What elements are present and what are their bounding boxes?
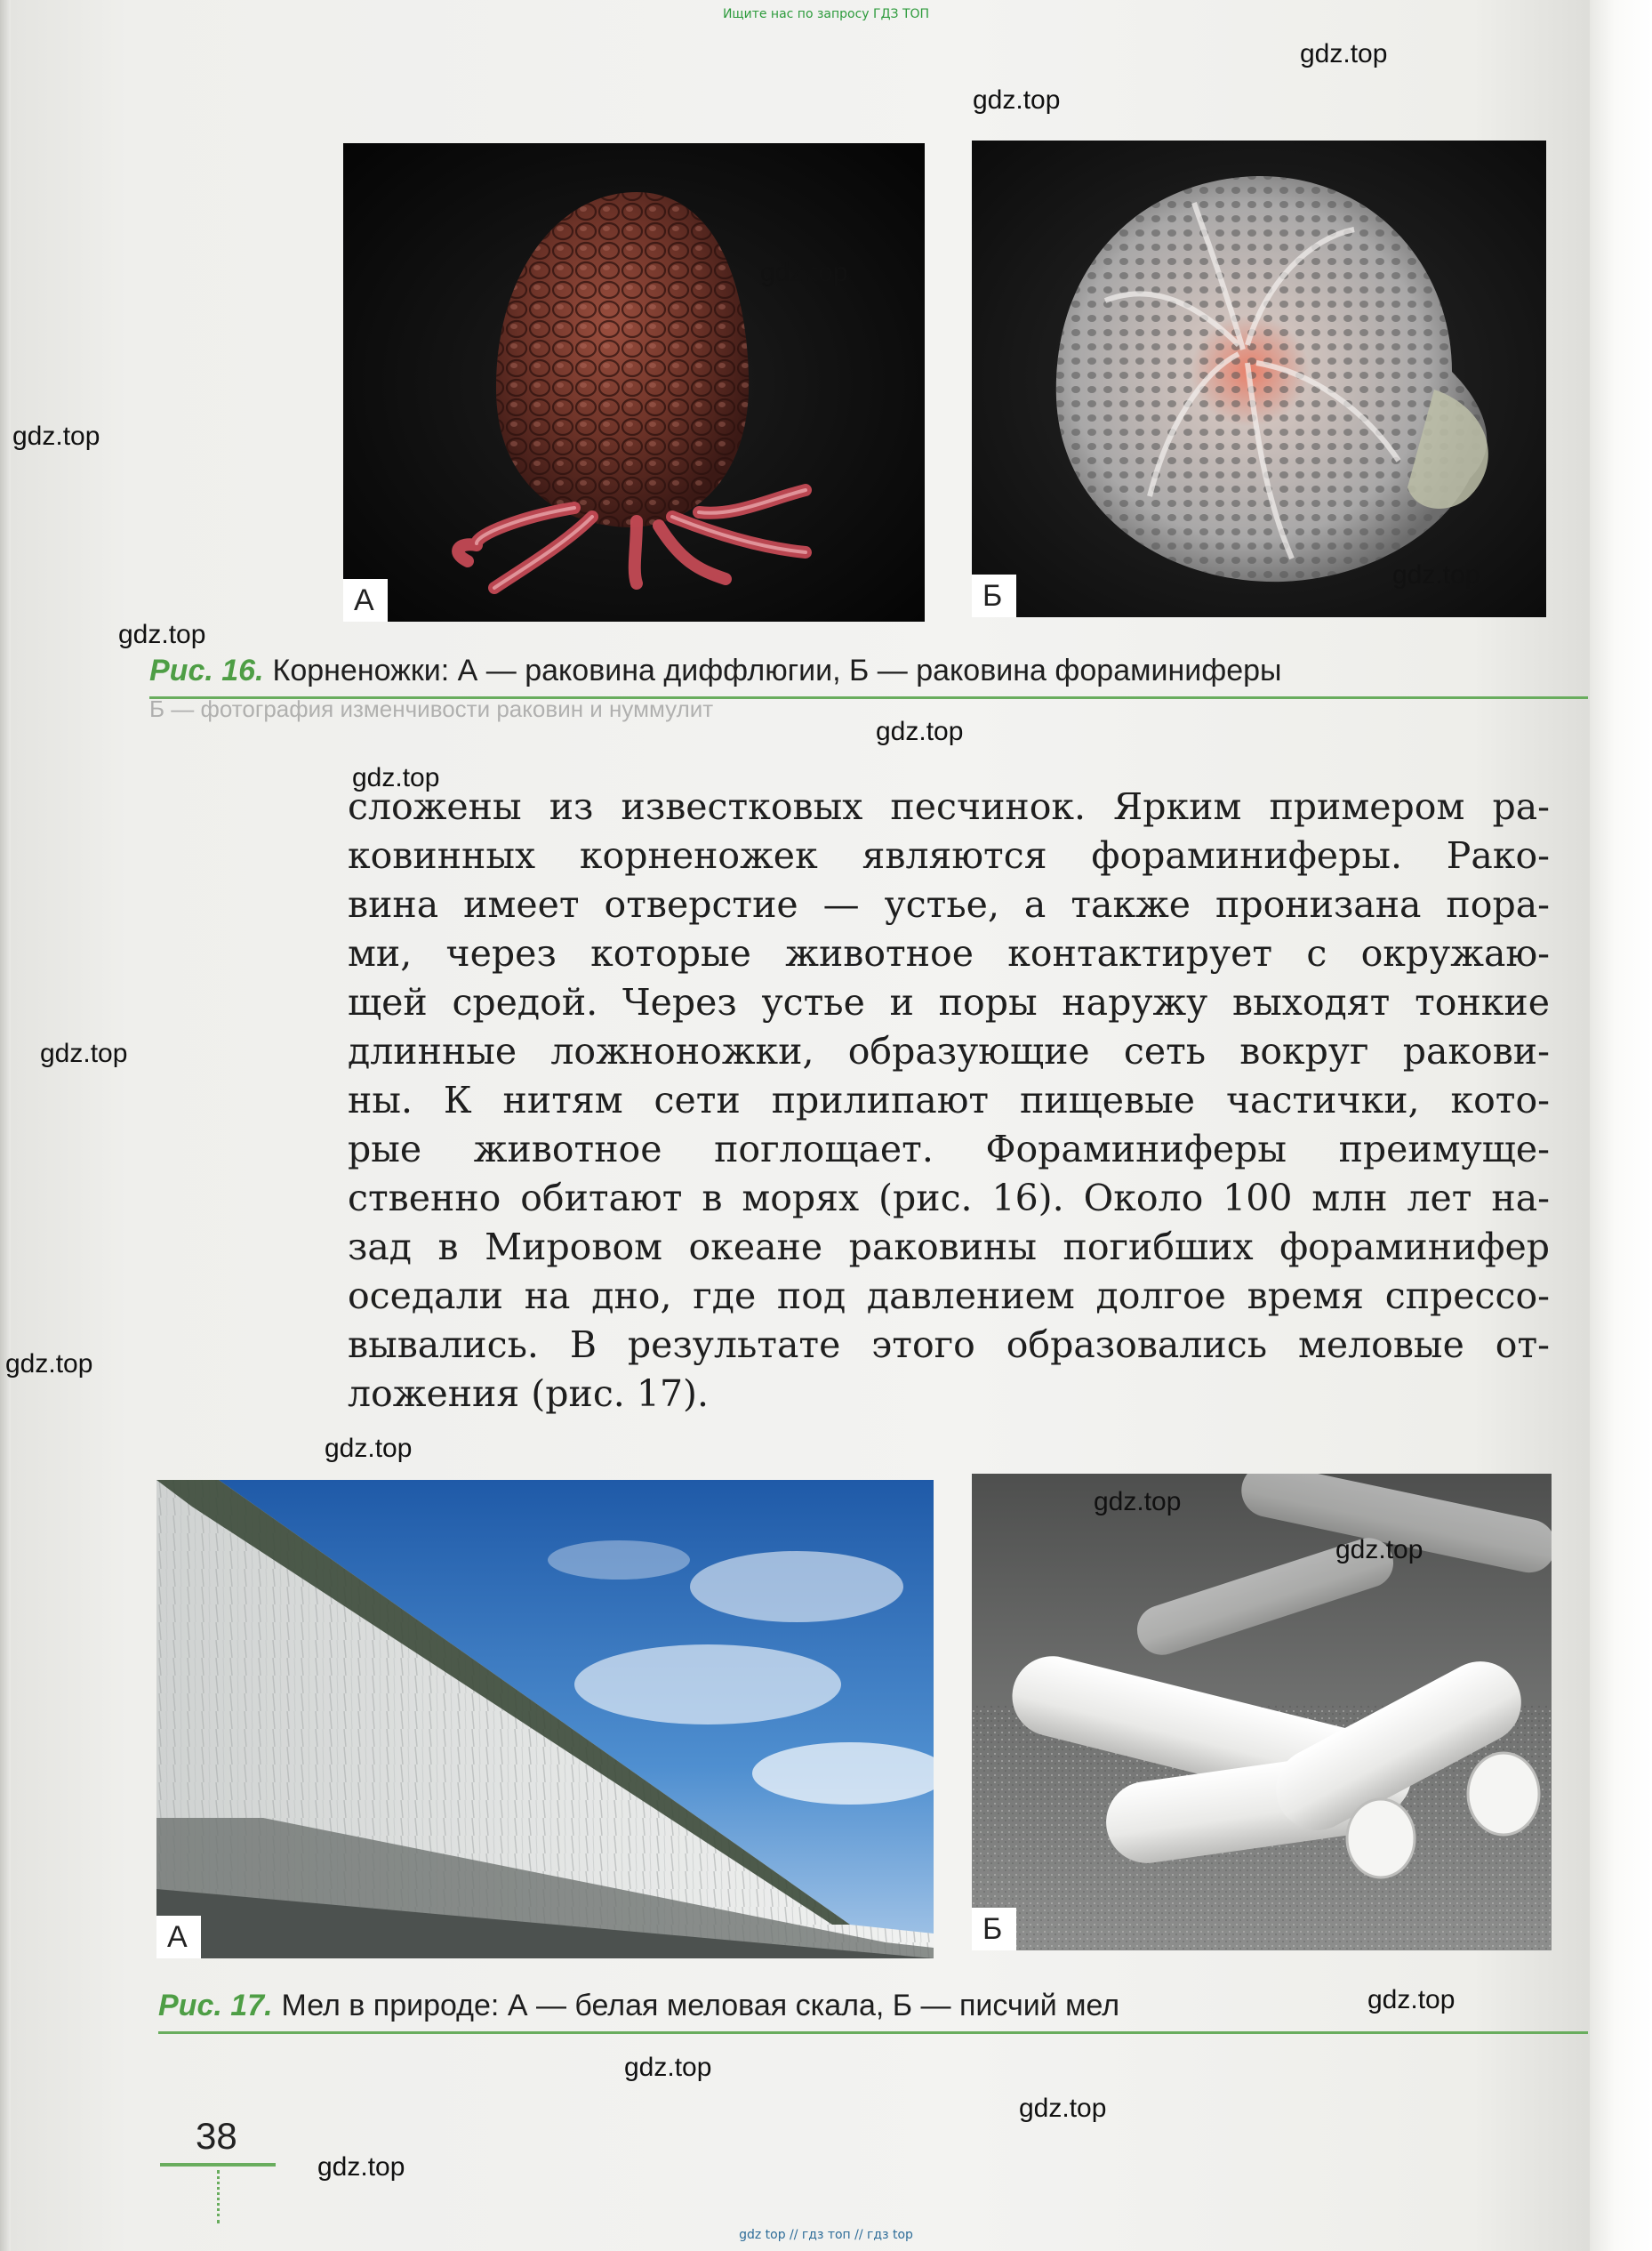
page-left-edge (0, 0, 11, 2251)
body-line: ложения (рис. 17). (348, 1372, 710, 1415)
watermark: gdz.top (1094, 1487, 1182, 1516)
figure17-caption-rule (158, 2031, 1588, 2034)
body-line: ственно обитают в морях (рис. 16). Около 100 млн лет на- (348, 1177, 1550, 1219)
show-through-text: Б — фотография изменчивости раковин и нуммулит (149, 695, 714, 722)
header-note[interactable]: Ищите нас по запросу ГДЗ ТОП (722, 7, 930, 21)
figure17-photo-a (156, 1480, 934, 1958)
body-line: рые животное поглощает. Фораминиферы преимуще- (348, 1128, 1550, 1170)
watermark: gdz.top (1019, 2094, 1107, 2123)
figure17-number: Рис. 17. (158, 1989, 273, 2022)
foraminifera-shell-image (972, 141, 1546, 617)
page-number-rule (160, 2163, 276, 2167)
watermark: gdz.top (118, 620, 206, 649)
footer-note[interactable]: gdz top // гдз топ // гдз top (739, 2228, 913, 2242)
watermark: gdz.top (352, 763, 440, 792)
body-line: длинные ложноножки, образующие сеть вокруг ракови- (348, 1030, 1550, 1073)
body-line: ковинных корненожек являются фораминиферы. Рако- (348, 834, 1550, 877)
chalk-cliff-image (156, 1480, 934, 1958)
page-number: 38 (196, 2115, 237, 2157)
body-paragraph (348, 783, 1550, 1419)
watermark: gdz.top (317, 2152, 405, 2182)
difflugia-shell-image (343, 143, 925, 622)
figure16-label-b: Б (972, 575, 1016, 617)
watermark: gdz.top (40, 1039, 128, 1068)
book-spine (1590, 0, 1652, 2251)
figure17-caption-text: Мел в природе: А — белая меловая скала, Б — писчий мел (281, 1989, 1120, 2022)
watermark: gdz.top (5, 1349, 93, 1379)
figure16-number: Рис. 16. (149, 654, 264, 687)
figure17-label-b: Б (972, 1908, 1016, 1950)
figure16-label-a: А (343, 579, 388, 622)
watermark: gdz.top (876, 717, 964, 746)
watermark: gdz.top (624, 2053, 712, 2082)
body-line: вина имеет отверстие — устье, а также пронизана пора- (348, 883, 1550, 926)
body-line: ми, через которые животное контактирует с окружаю- (348, 932, 1550, 975)
watermark: gdz.top (760, 258, 848, 287)
watermark: gdz.top (1335, 1535, 1423, 1564)
watermark: gdz.top (1300, 39, 1388, 68)
chalk-sticks-image (972, 1474, 1552, 1950)
watermark: gdz.top (1367, 1985, 1456, 2014)
body-line: ны. К нитям сети прилипают пищевые частички, кото- (348, 1079, 1550, 1121)
body-line: щей средой. Через устье и поры наружу выходят тонкие (348, 981, 1550, 1024)
page-number-dots (217, 2170, 220, 2223)
figure16-photo-b (972, 141, 1546, 617)
body-line: зад в Мировом океане раковины погибших фораминифер (348, 1226, 1550, 1268)
body-line: сложены из известковых песчинок. Ярким примером ра- (348, 785, 1550, 828)
figure16-photo-a (343, 143, 925, 622)
body-line: вывались. В результате этого образовались меловые от- (348, 1323, 1550, 1366)
watermark: gdz.top (1392, 560, 1480, 590)
figure17-photo-b (972, 1474, 1552, 1950)
body-line: оседали на дно, где под давлением долгое время спрессо- (348, 1274, 1550, 1317)
watermark: gdz.top (12, 422, 100, 451)
figure17-caption (158, 1989, 1119, 2023)
figure16-caption-text: Корненожки: А — раковина диффлюгии, Б — раковина фораминиферы (272, 654, 1282, 687)
watermark: gdz.top (325, 1434, 413, 1463)
figure16-caption (149, 654, 1281, 688)
watermark: gdz.top (973, 85, 1061, 115)
figure17-label-a: А (156, 1916, 201, 1958)
